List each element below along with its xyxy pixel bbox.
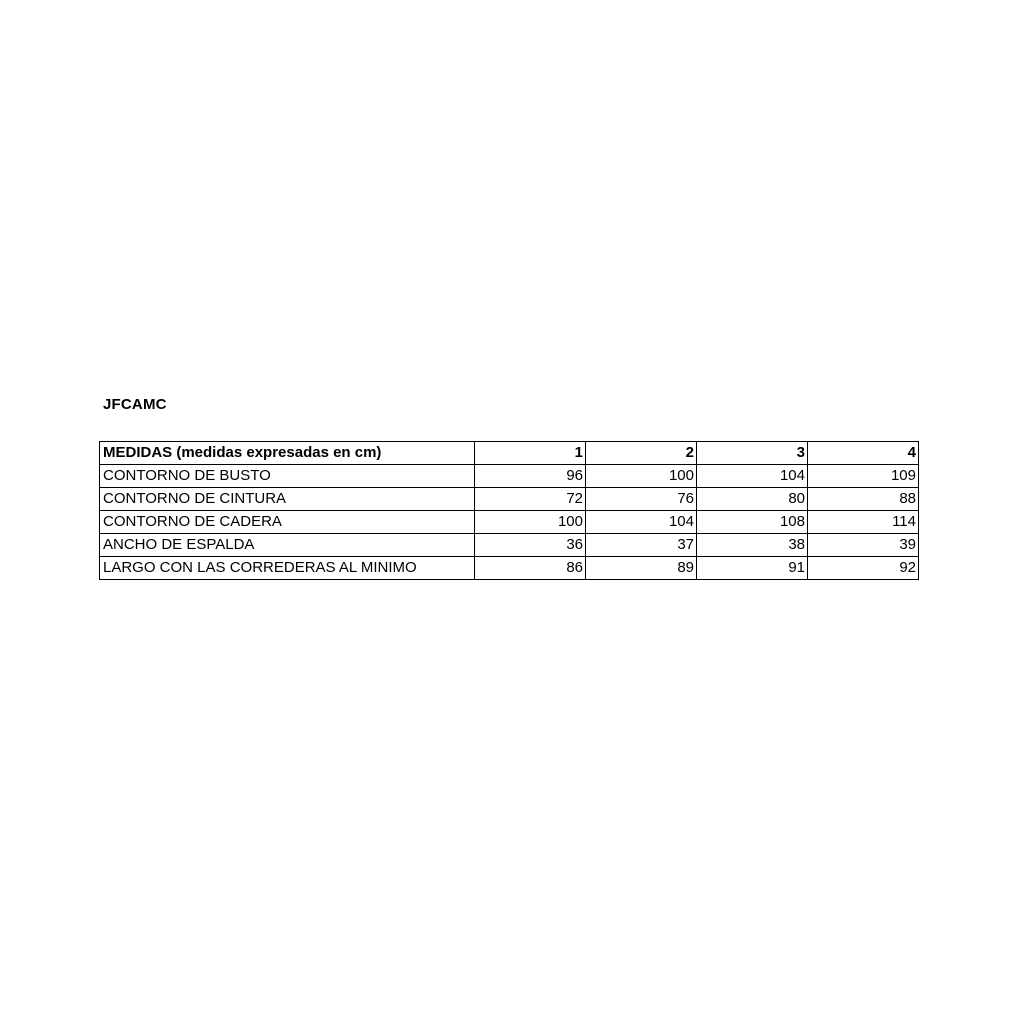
header-size-3: 3 (697, 442, 808, 465)
row-label: LARGO CON LAS CORREDERAS AL MINIMO (100, 557, 475, 580)
row-label: CONTORNO DE BUSTO (100, 465, 475, 488)
cell-value: 72 (475, 488, 586, 511)
cell-value: 37 (586, 534, 697, 557)
size-table (99, 441, 919, 580)
cell-value: 104 (586, 511, 697, 534)
cell-value: 36 (475, 534, 586, 557)
cell-value: 96 (475, 465, 586, 488)
header-size-1: 1 (475, 442, 586, 465)
cell-value: 91 (697, 557, 808, 580)
cell-value: 38 (697, 534, 808, 557)
table-row (100, 488, 919, 511)
table-row (100, 465, 919, 488)
cell-value: 86 (475, 557, 586, 580)
cell-value: 104 (697, 465, 808, 488)
cell-value: 108 (697, 511, 808, 534)
row-label: ANCHO DE ESPALDA (100, 534, 475, 557)
document-title: JFCAMC (103, 396, 167, 413)
cell-value: 92 (808, 557, 919, 580)
row-label: CONTORNO DE CADERA (100, 511, 475, 534)
table-row (100, 557, 919, 580)
cell-value: 39 (808, 534, 919, 557)
cell-value: 100 (586, 465, 697, 488)
header-size-2: 2 (586, 442, 697, 465)
table-row (100, 511, 919, 534)
cell-value: 89 (586, 557, 697, 580)
cell-value: 109 (808, 465, 919, 488)
cell-value: 100 (475, 511, 586, 534)
row-label: CONTORNO DE CINTURA (100, 488, 475, 511)
cell-value: 88 (808, 488, 919, 511)
table-header-row (100, 442, 919, 465)
header-size-4: 4 (808, 442, 919, 465)
cell-value: 76 (586, 488, 697, 511)
cell-value: 80 (697, 488, 808, 511)
cell-value: 114 (808, 511, 919, 534)
header-measures-label: MEDIDAS (medidas expresadas en cm) (100, 442, 475, 465)
table-row (100, 534, 919, 557)
